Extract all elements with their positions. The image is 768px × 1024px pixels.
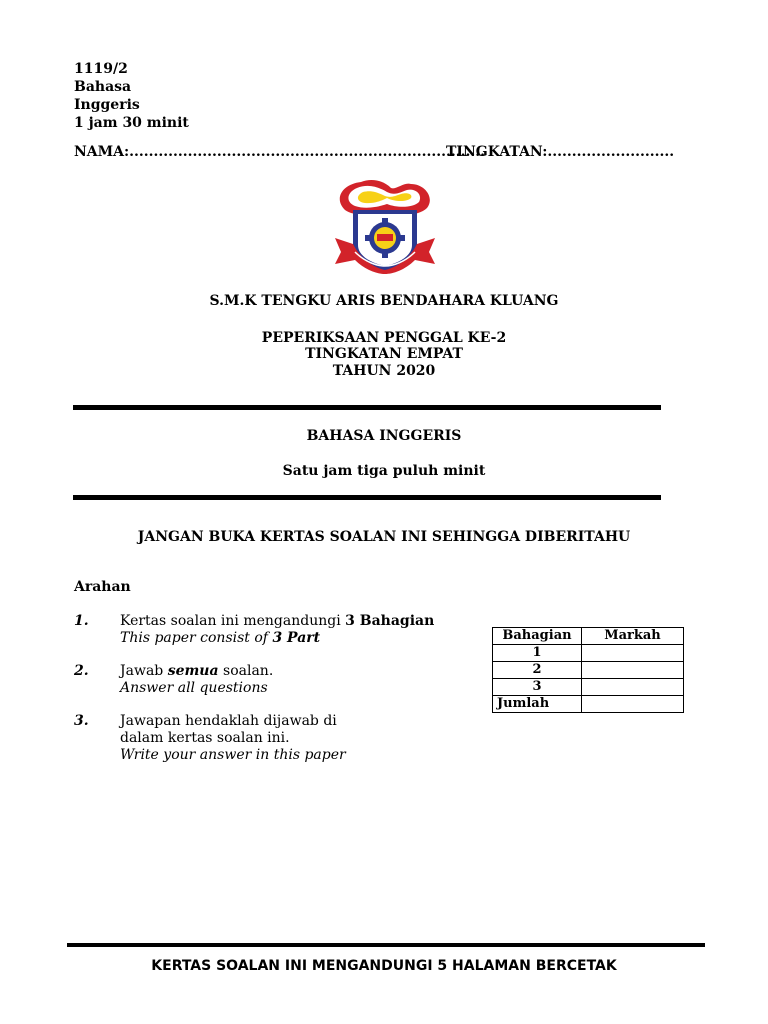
- instruction-2-line1-pre: Jawab: [120, 663, 168, 679]
- table-row: [493, 696, 684, 713]
- instruction-3-line1: Jawapan hendaklah dijawab di: [120, 713, 337, 729]
- row-label: 2: [493, 662, 582, 679]
- mark-cell-2[interactable]: [582, 662, 684, 679]
- row-label: 1: [493, 645, 582, 662]
- subject-line-2: Inggeris: [74, 97, 140, 113]
- instructions-heading: Arahan: [74, 579, 131, 595]
- instruction-2-line1-post: soalan.: [218, 663, 274, 679]
- paper-title: BAHASA INGGERIS: [306, 428, 462, 444]
- mark-cell-total[interactable]: [582, 696, 684, 713]
- footer-divider: [67, 943, 705, 947]
- school-name: S.M.K TENGKU ARIS BENDAHARA KLUANG: [209, 293, 559, 309]
- instruction-3-line2: dalam kertas soalan ini.: [120, 730, 290, 746]
- instruction-3-line3: Write your answer in this paper: [120, 747, 346, 763]
- paper-code: 1119/2: [74, 61, 128, 77]
- instruction-1-bold: 3 Bahagian: [345, 613, 435, 629]
- paper-code-block: [74, 60, 189, 132]
- row-label: 3: [493, 679, 582, 696]
- instruction-1-line1: Kertas soalan ini mengandungi: [120, 613, 346, 629]
- instruction-1-line2: This paper consist of: [120, 630, 273, 646]
- tingkatan-field[interactable]: TINGKATAN:..........................: [446, 144, 675, 160]
- paper-duration: 1 jam 30 minit: [74, 115, 189, 131]
- paper-duration-words: Satu jam tiga puluh minit: [282, 463, 486, 479]
- instruction-3: [120, 713, 346, 764]
- school-crest-icon: [331, 176, 439, 276]
- nama-field[interactable]: NAMA:.........................................................................: [74, 144, 485, 160]
- instruction-2: [120, 663, 273, 697]
- mark-cell-3[interactable]: [582, 679, 684, 696]
- row-label-total: Jumlah: [493, 696, 582, 713]
- instruction-1-number: 1.: [74, 613, 89, 629]
- table-row: [493, 679, 684, 696]
- instruction-2-bold: semua: [167, 663, 219, 679]
- instruction-1: [120, 613, 434, 647]
- table-row: [493, 645, 684, 662]
- warning-text: JANGAN BUKA KERTAS SOALAN INI SEHINGGA DIBERITAHU: [137, 529, 631, 545]
- exam-line-1: PEPERIKSAAN PENGGAL KE-2: [261, 330, 507, 346]
- footer-text: KERTAS SOALAN INI MENGANDUNGI 5 HALAMAN BERCETAK: [151, 958, 617, 974]
- exam-line-2: TINGKATAN EMPAT: [305, 346, 463, 362]
- header-markah: Markah: [582, 628, 684, 645]
- marks-table-header: [493, 628, 684, 645]
- marks-table: [492, 627, 684, 713]
- instruction-1-line2-bold: 3 Part: [272, 630, 321, 646]
- divider-bottom: [73, 495, 661, 500]
- header-bahagian: Bahagian: [493, 628, 582, 645]
- divider-top: [73, 405, 661, 410]
- instruction-2-line2: Answer all questions: [120, 680, 268, 696]
- table-row: [493, 662, 684, 679]
- exam-line-3: TAHUN 2020: [332, 363, 436, 379]
- mark-cell-1[interactable]: [582, 645, 684, 662]
- subject-line-1: Bahasa: [74, 79, 132, 95]
- instruction-2-number: 2.: [74, 663, 89, 679]
- instruction-3-number: 3.: [74, 713, 89, 729]
